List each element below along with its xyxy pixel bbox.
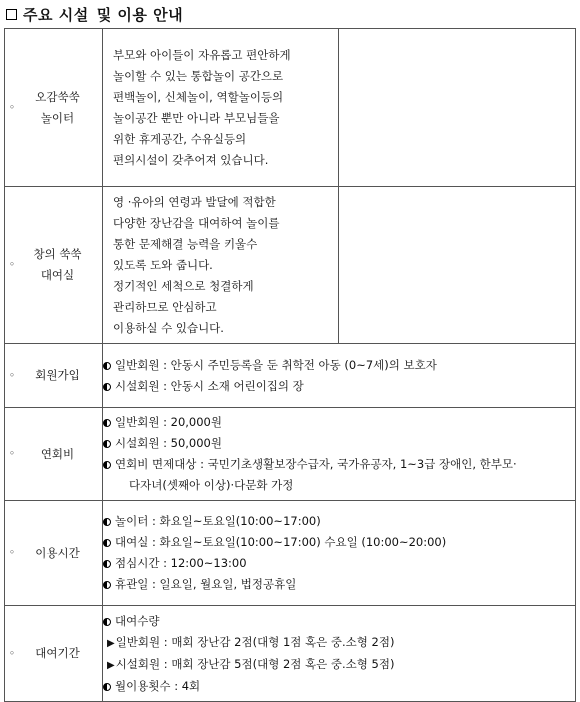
half-circle-bullet-icon [103,362,111,370]
content-line-continued: 다자녀(셋째아 이상)·다문화 가정 [129,478,294,492]
circle-bullet-icon: ◦ [9,370,15,381]
content-line: 편의시설이 갖추어져 있습니다. [113,152,269,167]
row-label: 이용시간 [35,545,80,560]
row-label: 대여실 [40,268,75,282]
facility-info-table [4,28,576,702]
title-part-1: 주요 시설 [23,5,89,24]
table-row [5,187,576,344]
content-line: 놀이할 수 있는 통합놀이 공간으로 [113,68,284,83]
triangle-right-icon: ▶ [107,637,115,649]
half-circle-bullet-icon [103,581,111,589]
content-line: 점심시간 : 12:00~13:00 [103,553,575,574]
table-row [5,606,576,702]
half-circle-bullet-icon [103,383,111,391]
title-part-2: 및 이용 안내 [96,5,184,24]
content-line: 부모와 아이들이 자유롭고 편안하게 [113,47,291,62]
half-circle-bullet-icon [103,461,111,469]
table-row [5,501,576,606]
content-line: 연회비 면제대상 : 국민기초생활보장수급자, 국가유공자, 1~3급 장애인, 한부모· [103,454,575,475]
half-circle-bullet-icon [103,440,111,448]
checkbox-square-icon [6,9,17,20]
content-line: 일반회원 : 안동시 주민등록을 둔 취학전 아동 (0~7세)의 보호자 [103,355,575,376]
empty-cell [339,187,576,344]
row-label: 창의 쑥쑥 [33,247,82,261]
row-label: 연회비 [40,446,75,461]
content-line: 정기적인 세척으로 청결하게 [113,278,254,293]
content-line: 월이용횟수 : 4회 [103,676,575,697]
content-line: 다양한 장난감을 대여하여 놀이를 [113,215,280,230]
content-line: 편백놀이, 신체놀이, 역할놀이등의 [113,89,284,104]
half-circle-bullet-icon [103,560,111,568]
content-line: 일반회원 : 20,000원 [103,412,575,433]
triangle-right-icon: ▶ [107,659,115,671]
content-line: 대여수량 [103,611,575,632]
row-label-cell [5,344,103,408]
row-label-cell [5,408,103,501]
table-row [5,29,576,187]
circle-bullet-icon: ◦ [9,102,15,113]
content-subline: ▶시설회원 : 매회 장난감 5점(대형 2점 혹은 중.소형 5점) [107,656,395,671]
row-content-cell [103,408,576,501]
circle-bullet-icon: ◦ [9,648,15,659]
content-line: 위한 휴게공간, 수유실등의 [113,131,247,146]
document-title [6,2,183,26]
content-line: 있도록 도와 줍니다. [113,257,213,272]
content-line: 휴관일 : 일요일, 월요일, 법정공휴일 [103,574,575,595]
content-line: 관리하므로 안심하고 [113,299,217,314]
empty-cell [339,29,576,187]
row-label: 놀이터 [40,110,75,125]
half-circle-bullet-icon [103,518,111,526]
row-content-cell [103,187,339,344]
content-line: 놀이터 : 화요일~토요일(10:00~17:00) [103,511,575,532]
content-line: 시설회원 : 안동시 소재 어린이집의 장 [103,376,575,397]
half-circle-bullet-icon [103,683,111,691]
content-subline: ▶일반회원 : 매회 장난감 2점(대형 1점 혹은 중.소형 2점) [107,634,395,649]
row-content-cell [103,344,576,408]
table-row [5,344,576,408]
table-row [5,408,576,501]
row-label-cell [5,501,103,606]
row-label: 회원가입 [35,368,80,382]
row-content-cell [103,606,576,702]
half-circle-bullet-icon [103,618,111,626]
row-content-cell [103,29,339,187]
content-line: 대여실 : 화요일~토요일(10:00~17:00) 수요일 (10:00~20:00) [103,532,575,553]
row-label: 대여기간 [35,646,80,660]
half-circle-bullet-icon [103,539,111,547]
row-content-cell [103,501,576,606]
row-label-cell [5,29,103,187]
circle-bullet-icon: ◦ [9,259,15,271]
content-line: 이용하실 수 있습니다. [113,320,224,335]
row-label: 오감쑥쑥 [35,89,80,104]
content-line: 놀이공간 뿐만 아니라 부모님들을 [113,110,280,125]
row-label-cell [5,187,103,344]
content-line: 시설회원 : 50,000원 [103,433,575,454]
half-circle-bullet-icon [103,419,111,427]
circle-bullet-icon: ◦ [9,448,15,460]
row-label-cell [5,606,103,702]
circle-bullet-icon: ◦ [9,547,15,559]
content-line: 영 ·유아의 연령과 발달에 적합한 [113,194,276,209]
content-line: 통한 문제해결 능력을 키울수 [113,236,258,251]
